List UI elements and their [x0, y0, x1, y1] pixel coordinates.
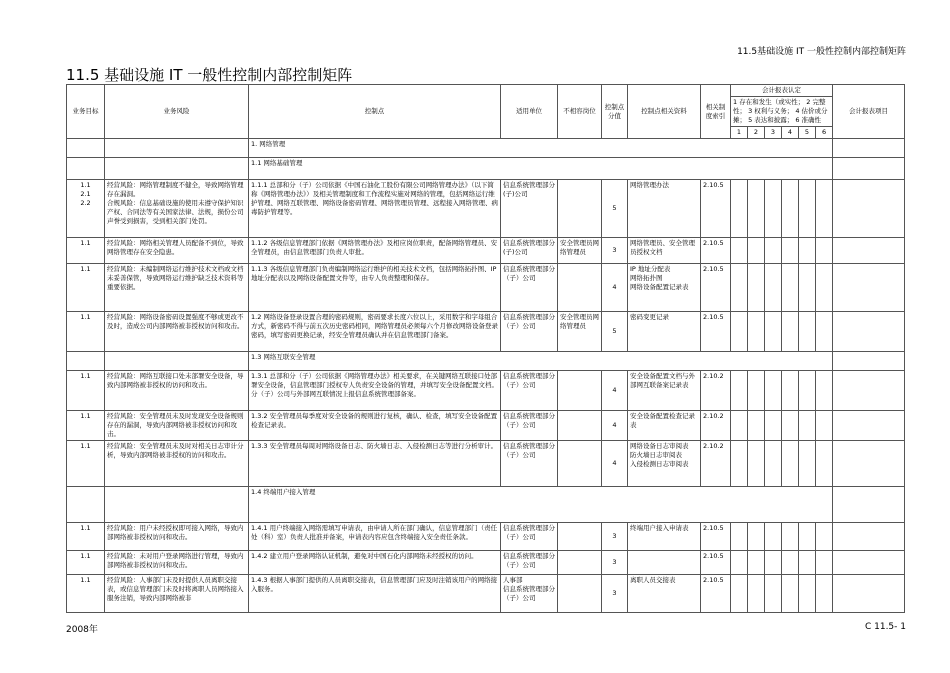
unit-cell: 信息系统管理部分(子)公司 — [501, 180, 558, 238]
index-cell: 2.10.2 — [701, 371, 731, 411]
index-cell: 2.10.5 — [701, 551, 731, 575]
score-cell: 3 — [602, 238, 628, 264]
score-cell: 3 — [602, 575, 628, 613]
risk-cell: 经营风险：网络管理制度不健全，导致网络管理存在漏洞。 合规风险：信息基础设施的使用未遵守保护知识产权、合同法等有关国家法律、法规，损份公司声誉受到损害，受到相关部门处罚。 — [105, 180, 249, 238]
evidence-cell: 网络管理办法 — [628, 180, 701, 238]
evidence-cell: 离职人员交接表 — [628, 575, 701, 613]
col-header-assertions: 会计报表认定 — [731, 85, 833, 97]
objective-cell: 1.1 — [67, 264, 105, 312]
unit-cell: 信息系统管理部分(子)公司 — [501, 238, 558, 264]
evidence-cell: 网络管理员、安全管理员授权文档 — [628, 238, 701, 264]
control-cell: 1.3.1 总部和分（子）公司依据《网络管理办法》相关要求，在关键网络互联接口处部署安全设备，信息管理部门授权专人负责安全设备的管理，并填写安全设备配置文档。分（子）公司与外部网互联情况上报信息系统管理部备案。 — [249, 371, 501, 411]
score-cell: 4 — [602, 371, 628, 411]
evidence-cell: IP 地址分配表 网络拓扑图 网络设备配置记录表 — [628, 264, 701, 312]
evidence-cell: 密码变更记录 — [628, 312, 701, 352]
section-row — [67, 487, 905, 523]
evidence-cell — [628, 551, 701, 575]
col-header-evidence: 控制点相关资料 — [628, 85, 701, 139]
assertion-num: 6 — [816, 127, 833, 139]
table-row — [67, 411, 905, 441]
risk-cell: 经营风险：安全管理员未及时对相关日志审计分析，导致内部网络被非授权的访问和攻击。 — [105, 441, 249, 487]
control-cell: 1.2 网络设备登录设置合理的密码规则，密码要求长度六位以上，采用数字和字母组合方式，新密码不得与前五次历史密码相同，网络管理员必须每六个月修改网络设备登录密码，填写密码更换记录，经安全管理员确认并在信息管理部门备案。 — [249, 312, 501, 352]
assertion-num: 5 — [799, 127, 816, 139]
index-cell: 2.10.5 — [701, 180, 731, 238]
risk-cell: 经营风险：网络互联接口处未部署安全设备，导致内部网络被非授权的访问和攻击。 — [105, 371, 249, 411]
objective-cell: 1.1 — [67, 551, 105, 575]
index-cell: 2.10.5 — [701, 238, 731, 264]
col-header-score: 控制点分值 — [602, 85, 628, 139]
page-title: 11.5 基础设施 IT 一般性控制内部控制矩阵 — [66, 66, 353, 84]
evidence-cell: 安全设备配置文档与外部网互联备案记录表 — [628, 371, 701, 411]
table-row — [67, 312, 905, 352]
section-heading: 1.3 网络互联安全管理 — [249, 352, 833, 371]
unit-cell: 信息系统管理部分（子）公司 — [501, 441, 558, 487]
score-cell: 4 — [602, 264, 628, 312]
control-cell: 1.3.3 安全管理员每周对网络设备日志、防火墙日志、入侵检测日志等进行分析审计。 — [249, 441, 501, 487]
risk-cell: 经营风险：用户未经授权即可接入网络，导致内部网络被非授权访问和攻击。 — [105, 523, 249, 551]
table-row — [67, 441, 905, 487]
objective-cell: 1.1 — [67, 371, 105, 411]
running-header: 11.5基础设施 IT 一般性控制内部控制矩阵 — [737, 47, 906, 57]
index-cell: 2.10.5 — [701, 575, 731, 613]
unit-cell: 人事部 信息系统管理部分（子）公司 — [501, 575, 558, 613]
incompatible-cell — [558, 441, 602, 487]
section-heading: 1.4 终端用户接入管理 — [249, 487, 833, 523]
section-heading: 1.1 网络基础管理 — [249, 158, 833, 180]
objective-cell: 1.1 — [67, 238, 105, 264]
control-cell: 1.4.3 根据人事部门提供的人员离职交接表，信息管理部门应及时注销该用户的网络接入服务。 — [249, 575, 501, 613]
objective-cell: 1.1 — [67, 575, 105, 613]
section-row — [67, 158, 905, 180]
section-row — [67, 139, 905, 158]
control-cell: 1.1.1 总部和分（子）公司依据《中国石油化工股份有限公司网络管理办法》（以下简称《网络管理办法》）及相关管理制度和工作流程实施对网络的管理，包括网络运行维护管理、网络互联管理、网络设备密码管理、网络管理员管理、远程接入网络管理、病毒防护管理等。 — [249, 180, 501, 238]
index-cell: 2.10.5 — [701, 523, 731, 551]
incompatible-cell — [558, 264, 602, 312]
score-cell: 3 — [602, 551, 628, 575]
score-cell: 4 — [602, 411, 628, 441]
control-cell: 1.4.2 建立用户登录网络认证机制，避免对中国石化内部网络未经授权的访问。 — [249, 551, 501, 575]
assertion-num: 1 — [731, 127, 748, 139]
incompatible-cell — [558, 523, 602, 551]
col-header-report-item: 会计报表项目 — [833, 85, 905, 139]
col-header-index: 相关制度索引 — [701, 85, 731, 139]
control-cell: 1.3.2 安全管理员每季度对安全设备的规则进行复核，确认、检查，填写安全设备配置检查记录表。 — [249, 411, 501, 441]
evidence-cell: 网络设备日志审阅表 防火墙日志审阅表 入侵检测日志审阅表 — [628, 441, 701, 487]
col-header-control: 控制点 — [249, 85, 501, 139]
assertion-num: 3 — [765, 127, 782, 139]
index-cell: 2.10.5 — [701, 264, 731, 312]
control-cell: 1.4.1 用户终端接入网络需填写申请表，由申请人所在部门确认，信息管理部门（责任处（科）室）负责人批准并备案，申请表内容应包含终端接入安全责任条款。 — [249, 523, 501, 551]
col-header-risk: 业务风险 — [105, 85, 249, 139]
objective-cell: 1.1 — [67, 523, 105, 551]
table-row — [67, 551, 905, 575]
unit-cell: 信息系统管理部分（子）公司 — [501, 523, 558, 551]
incompatible-cell — [558, 575, 602, 613]
unit-cell: 信息系统管理部分（子）公司 — [501, 411, 558, 441]
col-header-incompatible: 不相容岗位 — [558, 85, 602, 139]
table-row — [67, 523, 905, 551]
incompatible-cell — [558, 180, 602, 238]
incompatible-cell — [558, 551, 602, 575]
index-cell: 2.10.5 — [701, 312, 731, 352]
unit-cell: 信息系统管理部分（子）公司 — [501, 551, 558, 575]
score-cell: 4 — [602, 441, 628, 487]
control-cell: 1.1.2 各级信息管理部门依据《网络管理办法》及相应岗位职责，配备网络管理员、安全管理员，由信息管理部门负责人审批。 — [249, 238, 501, 264]
control-matrix-table — [66, 84, 905, 613]
table-row — [67, 575, 905, 613]
evidence-cell: 安全设备配置检查记录表 — [628, 411, 701, 441]
incompatible-cell — [558, 411, 602, 441]
incompatible-cell — [558, 371, 602, 411]
col-header-objective: 业务目标 — [67, 85, 105, 139]
table-row — [67, 180, 905, 238]
control-cell: 1.1.3 各级信息管理部门负责编制网络运行维护的相关技术文档，包括网络拓扑图、IP 地址分配表以及网络设备配置文件等，由专人负责整理和保存。 — [249, 264, 501, 312]
risk-cell: 经营风险：安全管理员未及时发现安全设备规则存在的漏洞，导致内部网络被非授权访问和攻击。 — [105, 411, 249, 441]
footer-page-number: C 11.5- 1 — [864, 622, 906, 632]
risk-cell: 经营风险：未编制网络运行维护技术文档或文档未妥善保管，导致网络运行维护缺乏技术资料等重要依据。 — [105, 264, 249, 312]
table-row — [67, 264, 905, 312]
assertion-num: 2 — [748, 127, 765, 139]
index-cell: 2.10.2 — [701, 411, 731, 441]
objective-cell: 1.1 — [67, 312, 105, 352]
section-row — [67, 352, 905, 371]
index-cell: 2.10.2 — [701, 441, 731, 487]
assertions-legend: 1 存在和发生（或实性； 2 完整性； 3 权利与义务； 4 估价或分摊； 5 表达和披露； 6 准确性 — [731, 97, 833, 127]
objective-cell: 1.1 — [67, 441, 105, 487]
risk-cell: 经营风险：网络相关管理人员配备不到位，导致网络管理存在安全隐患。 — [105, 238, 249, 264]
risk-cell: 经营风险：网络设备密码设置强度不够或更改不及时，造成公司内部网络被非授权访问和攻击。 — [105, 312, 249, 352]
unit-cell: 信息系统管理部分（子）公司 — [501, 371, 558, 411]
section-heading: 1. 网络管理 — [249, 139, 833, 158]
assertion-num: 4 — [782, 127, 799, 139]
table-row — [67, 371, 905, 411]
incompatible-cell: 安全管理员网络管理员 — [558, 238, 602, 264]
risk-cell: 经营风险：未对用户登录网络进行管理，导致内部网络被非授权访问和攻击。 — [105, 551, 249, 575]
incompatible-cell: 安全管理员网络管理员 — [558, 312, 602, 352]
score-cell: 5 — [602, 180, 628, 238]
score-cell: 3 — [602, 523, 628, 551]
objective-cell: 1.1 — [67, 411, 105, 441]
unit-cell: 信息系统管理部分（子）公司 — [501, 264, 558, 312]
score-cell: 5 — [602, 312, 628, 352]
col-header-unit: 适用单位 — [501, 85, 558, 139]
footer-year: 2008年 — [66, 625, 98, 635]
evidence-cell: 终端用户接入申请表 — [628, 523, 701, 551]
risk-cell: 经营风险：人事部门未及时提供人员离职交接表，或信息管理部门未及时将离职人员网络接入服务注销，导致内部网络被非 — [105, 575, 249, 613]
table-row — [67, 238, 905, 264]
objective-cell: 1.1 2.1 2.2 — [67, 180, 105, 238]
unit-cell: 信息系统管理部分（子）公司 — [501, 312, 558, 352]
